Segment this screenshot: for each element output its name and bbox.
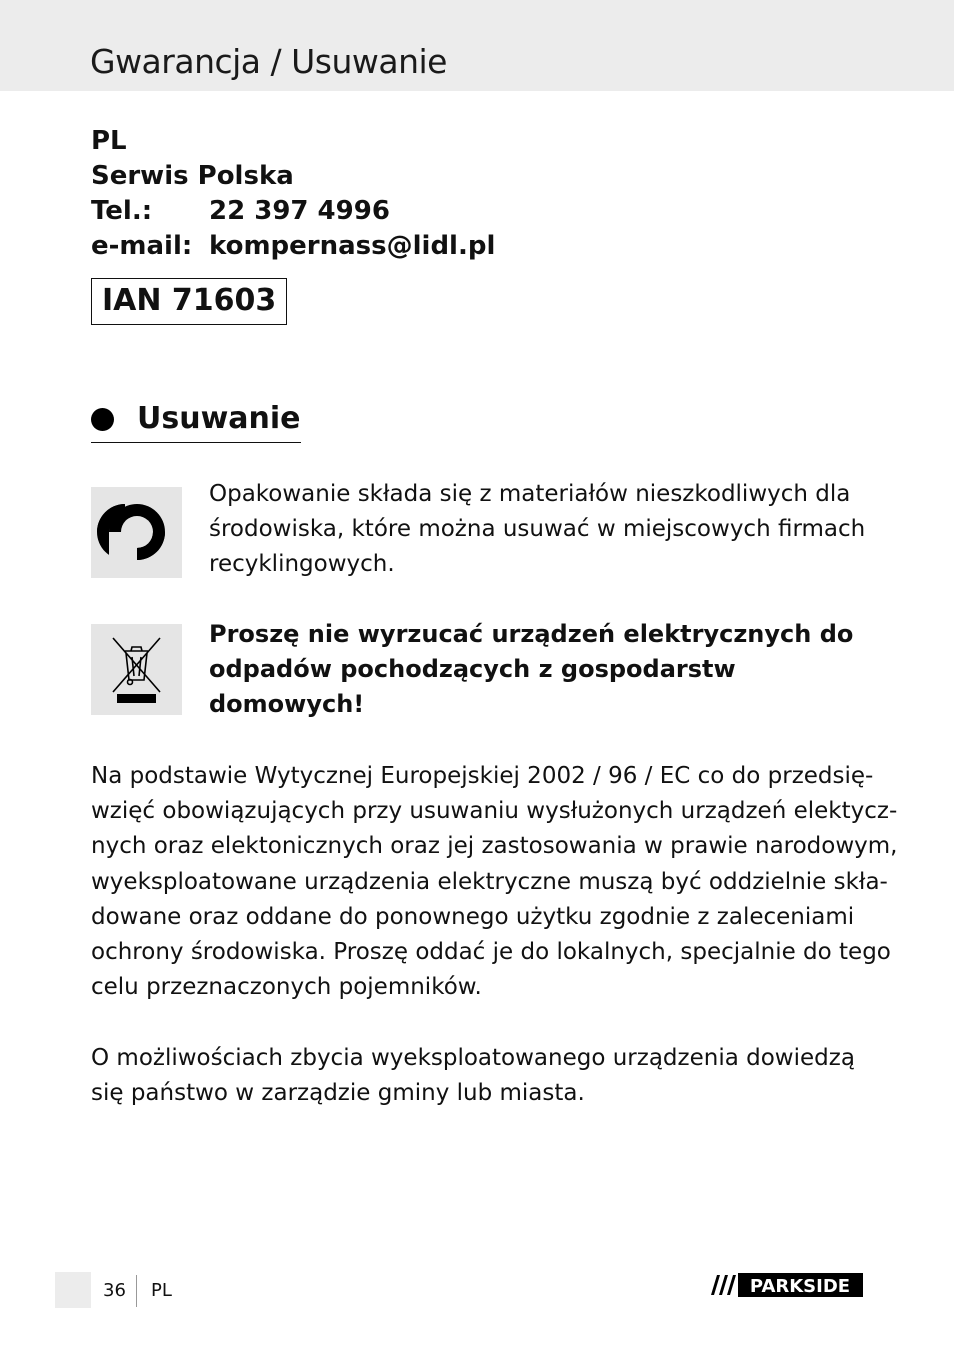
bullet-icon xyxy=(91,408,114,431)
parkside-logo xyxy=(707,1273,863,1297)
ian-number-box: IAN 71603 xyxy=(91,278,287,325)
page-title: Gwarancja / Usuwanie xyxy=(90,42,447,81)
packaging-line: środowiska, które można usuwać w miejscowych firmach xyxy=(209,516,866,542)
weee-line: domowych! xyxy=(209,690,365,718)
body-line: O możliwościach zbycia wyeksploatowanego urządzenia dowiedzą xyxy=(91,1045,855,1071)
page-number: 36 xyxy=(103,1280,126,1301)
email-label: e-mail: xyxy=(91,231,193,261)
section-heading-text: Usuwanie xyxy=(137,401,301,436)
section-heading xyxy=(91,398,301,443)
footer-divider xyxy=(136,1275,137,1307)
directive-paragraph xyxy=(91,759,898,1005)
body-line: wyeksploatowane urządzenia elektryczne muszą być oddzielnie skła- xyxy=(91,868,888,895)
body-line: dowane oraz oddane do ponownego użytku zgodnie z zaleceniami xyxy=(91,903,855,930)
service-name: Serwis Polska xyxy=(91,161,294,191)
packaging-line: recyklingowych. xyxy=(209,551,395,577)
email-address: kompernass@lidl.pl xyxy=(209,231,496,261)
packaging-paragraph xyxy=(209,477,889,582)
body-line: Na podstawie Wytycznej Europejskiej 2002 / 96 / EC co do przedsię- xyxy=(91,763,874,789)
phone-label: Tel.: xyxy=(91,196,153,226)
green-dot-recycling-icon xyxy=(91,487,182,578)
brand-name: PARKSIDE xyxy=(749,1276,851,1297)
disposal-info-paragraph xyxy=(91,1041,881,1111)
country-code: PL xyxy=(91,126,127,156)
body-line: ochrony środowiska. Proszę oddać je do lokalnych, specjalnie do tego xyxy=(91,939,891,966)
weee-line: odpadów pochodzących z gospodarstw xyxy=(209,655,736,683)
phone-number: 22 397 4996 xyxy=(209,196,390,226)
body-line: się państwo w zarządzie gminy lub miasta. xyxy=(91,1080,585,1107)
footer-marker xyxy=(55,1272,91,1308)
packaging-line: Opakowanie składa się z materiałów nieszkodliwych dla xyxy=(209,481,851,507)
body-line: celu przeznaczonych pojemników. xyxy=(91,974,482,1001)
weee-warning-paragraph xyxy=(209,617,889,722)
weee-line: Proszę nie wyrzucać urządzeń elektrycznych do xyxy=(209,620,854,648)
body-line: wzięć obowiązujących przy usuwaniu wysłużonych urządzeń elektycz- xyxy=(91,798,898,825)
service-contact-block xyxy=(91,124,495,264)
body-line: nych oraz elektonicznych oraz jej zastosowania w prawie narodowym, xyxy=(91,833,898,860)
crossed-out-wheelie-bin-icon xyxy=(91,624,182,715)
footer-language: PL xyxy=(151,1280,172,1301)
